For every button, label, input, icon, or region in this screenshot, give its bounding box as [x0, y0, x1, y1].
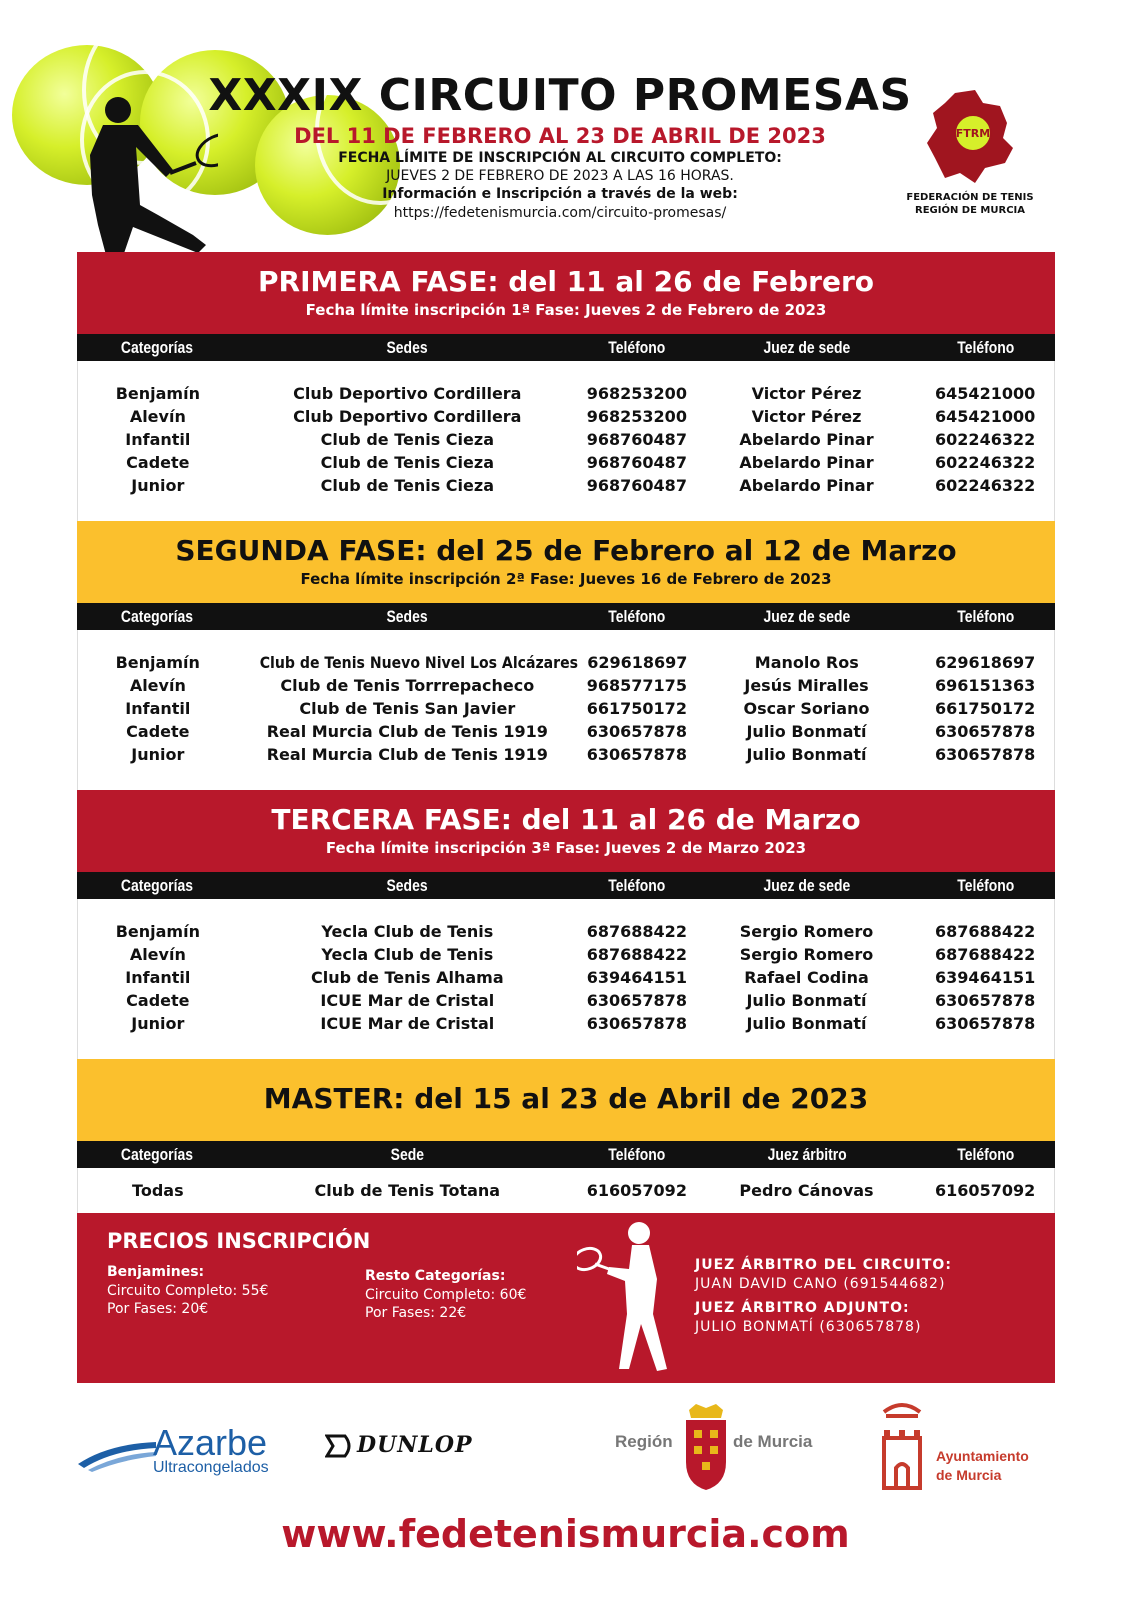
- region-de-murcia-logo: Región de Murcia: [615, 1402, 825, 1492]
- castle-crown-icon: [880, 1398, 925, 1493]
- table-row: Benjamín Club Deportivo Cordillera 968253200 Victor Pérez 645421000: [115, 384, 1036, 403]
- dunlop-flying-d-icon: [325, 1434, 355, 1458]
- phase-1-section: [77, 252, 1055, 521]
- phase-3-section: [77, 790, 1055, 1059]
- master-header: [77, 1059, 1055, 1141]
- table-row: Todas Club de Tenis Totana 616057092 Pedro Cánovas 616057092: [132, 1181, 1036, 1200]
- info-label: Información e Inscripción a través de la web:: [382, 186, 738, 202]
- table-row: Alevín Yecla Club de Tenis 687688422 Sergio Romero 687688422: [129, 945, 1036, 964]
- prices-heading: PRECIOS INSCRIPCIÓN: [107, 1229, 371, 1253]
- table-row: Infantil Club de Tenis Cieza 968760487 Abelardo Pinar 602246322: [125, 430, 1036, 449]
- info-url-link[interactable]: https://fedetenismurcia.com/circuito-promesas/: [393, 205, 727, 221]
- table-row: Infantil Club de Tenis Alhama 639464151 Rafael Codina 639464151: [125, 968, 1036, 987]
- benjamines-label: Benjamines:: [107, 1264, 205, 1280]
- page-title: XXXIX CIRCUITO PROMESAS: [208, 70, 912, 121]
- phase-1-deadline: Fecha límite inscripción 1ª Fase: Jueves 2 de Febrero de 2023: [305, 301, 827, 319]
- deadline-label: FECHA LÍMITE DE INSCRIPCIÓN AL CIRCUITO COMPLETO:: [338, 150, 782, 166]
- azarbe-swoosh-icon: [78, 1434, 158, 1474]
- phase-1-title: PRIMERA FASE: del 11 al 26 de Febrero: [258, 265, 874, 298]
- website-link[interactable]: www.fedetenismurcia.com: [281, 1512, 850, 1556]
- master-section: [77, 1059, 1055, 1213]
- table-row: Junior Club de Tenis Cieza 968760487 Abelardo Pinar 602246322: [131, 476, 1036, 495]
- master-column-headers: Categorías Sede Teléfono Juez árbitro Teléfono: [77, 1141, 1055, 1168]
- benjamines-phase-price: Por Fases: 20€: [107, 1301, 209, 1317]
- resto-label: Resto Categorías:: [365, 1268, 506, 1284]
- table-row: Benjamín Yecla Club de Tenis 687688422 Sergio Romero 687688422: [115, 922, 1036, 941]
- table-row: Junior Real Murcia Club de Tenis 1919 630657878 Julio Bonmatí 630657878: [131, 745, 1036, 764]
- table-row: Cadete Real Murcia Club de Tenis 1919 630657878 Julio Bonmatí 630657878: [126, 722, 1036, 741]
- circuit-dates: DEL 11 DE FEBRERO AL 23 DE ABRIL DE 2023: [294, 124, 826, 148]
- referee-name: JUAN DAVID CANO (691544682): [695, 1276, 946, 1292]
- phase-2-title: SEGUNDA FASE: del 25 de Febrero al 12 de Marzo: [175, 534, 957, 567]
- svg-text:FTRM: FTRM: [955, 127, 991, 140]
- phase-2-deadline: Fecha límite inscripción 2ª Fase: Jueves 16 de Febrero de 2023: [300, 570, 832, 588]
- table-row: Junior ICUE Mar de Cristal 630657878 Julio Bonmatí 630657878: [131, 1014, 1036, 1033]
- phase-1-table: [77, 361, 1055, 521]
- table-row: Cadete Club de Tenis Cieza 968760487 Abelardo Pinar 602246322: [126, 453, 1036, 472]
- deadline-date: JUEVES 2 DE FEBRERO DE 2023 A LAS 16 HORAS.: [386, 168, 734, 184]
- phase-2-header: [77, 521, 1055, 603]
- phase-2-column-headers: Categorías Sedes Teléfono Juez de sede Teléfono: [77, 603, 1055, 630]
- phase-1-header: [77, 252, 1055, 334]
- master-table: [77, 1168, 1055, 1213]
- resto-full-price: Circuito Completo: 60€: [365, 1287, 527, 1303]
- phase-2-table: [77, 630, 1055, 790]
- phase-1-column-headers: Categorías Sedes Teléfono Juez de sede Teléfono: [77, 334, 1055, 361]
- table-row: Alevín Club Deportivo Cordillera 968253200 Victor Pérez 645421000: [129, 407, 1036, 426]
- phase-3-header: [77, 790, 1055, 872]
- ayuntamiento-de-murcia-logo: Ayuntamiento de Murcia: [880, 1398, 1040, 1498]
- table-row: Cadete ICUE Mar de Cristal 630657878 Julio Bonmatí 630657878: [126, 991, 1036, 1010]
- table-row: Benjamín Club de Tenis Nuevo Nivel Los Alcázares 629618697 Manolo Ros 629618697: [115, 653, 1036, 672]
- benjamines-full-price: Circuito Completo: 55€: [107, 1283, 269, 1299]
- murcia-coat-of-arms-icon: [681, 1402, 731, 1492]
- phase-2-section: [77, 521, 1055, 790]
- federation-name: FEDERACIÓN DE TENIS REGIÓN DE MURCIA: [906, 192, 1034, 216]
- assistant-referee-label: JUEZ ÁRBITRO ADJUNTO:: [695, 1300, 910, 1316]
- azarbe-logo: Azarbe Ultracongelados: [78, 1422, 288, 1482]
- resto-phase-price: Por Fases: 22€: [365, 1305, 467, 1321]
- table-row: Alevín Club de Tenis Torrrepacheco 968577175 Jesús Miralles 696151363: [129, 676, 1036, 695]
- phase-3-title: TERCERA FASE: del 11 al 26 de Marzo: [271, 803, 861, 836]
- referee-label: JUEZ ÁRBITRO DEL CIRCUITO:: [695, 1257, 952, 1273]
- female-player-silhouette-icon: [577, 1219, 697, 1379]
- phase-3-table: [77, 899, 1055, 1059]
- ftrm-logo-icon: [925, 88, 1020, 188]
- assistant-referee-name: JULIO BONMATÍ (630657878): [695, 1319, 922, 1335]
- master-title: MASTER: del 15 al 23 de Abril de 2023: [263, 1082, 869, 1115]
- phase-3-deadline: Fecha límite inscripción 3ª Fase: Jueves 2 de Marzo 2023: [325, 839, 807, 857]
- prices-box: [77, 1213, 1055, 1383]
- dunlop-logo: DUNLOP: [325, 1432, 525, 1462]
- phase-3-column-headers: Categorías Sedes Teléfono Juez de sede Teléfono: [77, 872, 1055, 899]
- table-row: Infantil Club de Tenis San Javier 661750172 Oscar Soriano 661750172: [125, 699, 1036, 718]
